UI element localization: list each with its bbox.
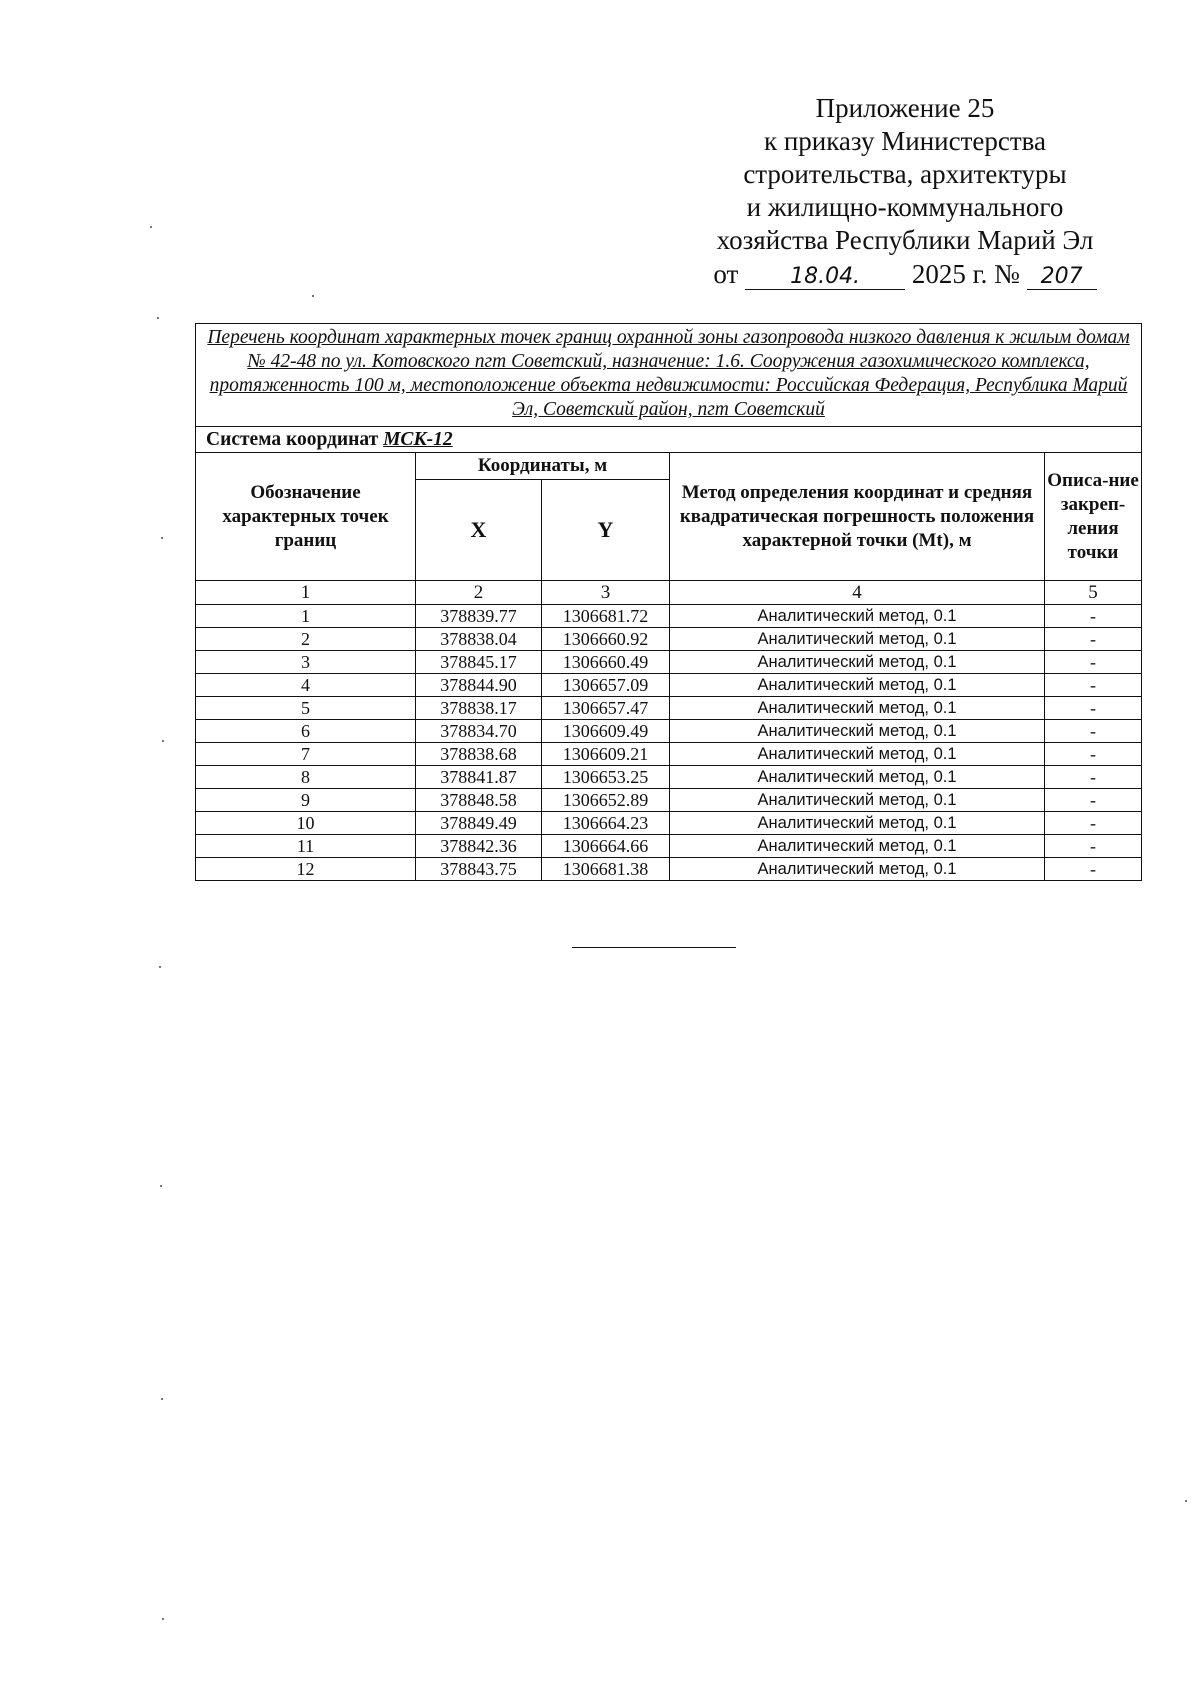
cell-x: 378841.87: [416, 766, 542, 789]
cell-x: 378842.36: [416, 835, 542, 858]
ministry-line-2: и жилищно-коммунального: [746, 192, 1064, 222]
cell-y: 1306681.72: [542, 605, 670, 628]
scan-speck: [159, 966, 161, 968]
order-year: 2025 г. №: [911, 259, 1020, 289]
column-number-row: [196, 581, 1142, 605]
column-number: 4: [670, 581, 1045, 605]
scan-speck: [160, 1185, 162, 1187]
column-number: 1: [196, 581, 416, 605]
cell-description: -: [1045, 674, 1142, 697]
header-description: Описа-ние закреп-ления точки: [1045, 453, 1142, 581]
header-x: X: [416, 480, 542, 581]
cell-x: 378843.75: [416, 858, 542, 881]
cell-method: Аналитический метод, 0.1: [670, 605, 1045, 628]
cell-description: -: [1045, 835, 1142, 858]
cell-x: 378838.68: [416, 743, 542, 766]
cell-point: 12: [196, 858, 416, 881]
cell-description: -: [1045, 605, 1142, 628]
scan-speck: [161, 1398, 163, 1400]
table-row: [196, 605, 1142, 628]
cell-description: -: [1045, 789, 1142, 812]
header-coordinates: Координаты, м: [416, 453, 670, 480]
cell-description: -: [1045, 628, 1142, 651]
cell-method: Аналитический метод, 0.1: [670, 628, 1045, 651]
table-title: Перечень координат характерных точек границ охранной зоны газопровода низкого давления к жилым домам № 42-48 по ул. Котовского пгт Советский, назначение: 1.6. Сооружения газохимического комплекса, протяженность 100 м, местоположение объекта недвижимости: Российская Федерация, Республика Марий Эл, Советский район, пгт Советский: [196, 324, 1142, 427]
cell-point: 5: [196, 697, 416, 720]
cell-x: 378838.17: [416, 697, 542, 720]
cell-point: 3: [196, 651, 416, 674]
cell-description: -: [1045, 697, 1142, 720]
coordinates-table: [195, 323, 1142, 881]
cell-y: 1306657.47: [542, 697, 670, 720]
scan-speck: [150, 226, 152, 228]
scan-speck: [157, 317, 159, 319]
cell-x: 378844.90: [416, 674, 542, 697]
cell-point: 2: [196, 628, 416, 651]
cell-point: 11: [196, 835, 416, 858]
table-row: [196, 766, 1142, 789]
cell-method: Аналитический метод, 0.1: [670, 651, 1045, 674]
scan-speck: [162, 1618, 164, 1620]
cell-point: 4: [196, 674, 416, 697]
table-row: [196, 789, 1142, 812]
appendix-header: [690, 92, 1120, 291]
column-number: 2: [416, 581, 542, 605]
cell-x: 378838.04: [416, 628, 542, 651]
cell-method: Аналитический метод, 0.1: [670, 858, 1045, 881]
cell-x: 378839.77: [416, 605, 542, 628]
cell-y: 1306653.25: [542, 766, 670, 789]
cell-description: -: [1045, 720, 1142, 743]
cell-x: 378849.49: [416, 812, 542, 835]
table-row: [196, 720, 1142, 743]
table-row: [196, 835, 1142, 858]
scan-speck: [1185, 1500, 1187, 1502]
coordinate-system-label: Система координат: [206, 428, 379, 450]
cell-method: Аналитический метод, 0.1: [670, 697, 1045, 720]
order-date-handwritten: 18.04.: [745, 265, 905, 290]
table-row: [196, 812, 1142, 835]
cell-method: Аналитический метод, 0.1: [670, 789, 1045, 812]
cell-y: 1306681.38: [542, 858, 670, 881]
cell-y: 1306652.89: [542, 789, 670, 812]
cell-point: 8: [196, 766, 416, 789]
end-of-document-line: [572, 947, 736, 948]
appendix-title: Приложение 25: [815, 93, 995, 123]
cell-y: 1306609.21: [542, 743, 670, 766]
header-point-designation: Обозначение характерных точек границ: [196, 453, 416, 581]
cell-description: -: [1045, 651, 1142, 674]
cell-x: 378834.70: [416, 720, 542, 743]
coordinate-system-row: [196, 427, 1142, 453]
header-y: Y: [542, 480, 670, 581]
cell-method: Аналитический метод, 0.1: [670, 743, 1045, 766]
table-row: [196, 674, 1142, 697]
cell-y: 1306660.92: [542, 628, 670, 651]
coordinate-system-value: МСК-12: [383, 428, 453, 450]
ministry-line-3: хозяйства Республики Марий Эл: [716, 225, 1094, 255]
cell-y: 1306609.49: [542, 720, 670, 743]
cell-y: 1306664.66: [542, 835, 670, 858]
cell-description: -: [1045, 858, 1142, 881]
cell-method: Аналитический метод, 0.1: [670, 674, 1045, 697]
cell-x: 378845.17: [416, 651, 542, 674]
coordinates-table-container: [195, 323, 1141, 881]
cell-method: Аналитический метод, 0.1: [670, 720, 1045, 743]
cell-method: Аналитический метод, 0.1: [670, 766, 1045, 789]
column-number: 5: [1045, 581, 1142, 605]
cell-y: 1306660.49: [542, 651, 670, 674]
ministry-line-1: строительства, архитектуры: [743, 159, 1067, 189]
column-number: 3: [542, 581, 670, 605]
scan-speck: [312, 295, 314, 297]
table-row: [196, 628, 1142, 651]
order-reference-line: к приказу Министерства: [763, 126, 1047, 156]
scan-speck: [162, 740, 164, 742]
table-row: [196, 697, 1142, 720]
cell-point: 7: [196, 743, 416, 766]
cell-method: Аналитический метод, 0.1: [670, 812, 1045, 835]
table-row: [196, 743, 1142, 766]
cell-description: -: [1045, 812, 1142, 835]
order-date-line: [690, 258, 1120, 291]
cell-description: -: [1045, 743, 1142, 766]
cell-y: 1306664.23: [542, 812, 670, 835]
cell-point: 10: [196, 812, 416, 835]
cell-point: 9: [196, 789, 416, 812]
scan-speck: [161, 537, 163, 539]
cell-y: 1306657.09: [542, 674, 670, 697]
cell-x: 378848.58: [416, 789, 542, 812]
order-prefix: от: [713, 259, 739, 289]
cell-method: Аналитический метод, 0.1: [670, 835, 1045, 858]
order-number-handwritten: 207: [1027, 265, 1097, 290]
table-row: [196, 651, 1142, 674]
cell-description: -: [1045, 766, 1142, 789]
header-method: Метод определения координат и средняя квадратическая погрешность положения характерной точки (Mt), м: [670, 453, 1045, 581]
cell-point: 6: [196, 720, 416, 743]
cell-point: 1: [196, 605, 416, 628]
table-row: [196, 858, 1142, 881]
